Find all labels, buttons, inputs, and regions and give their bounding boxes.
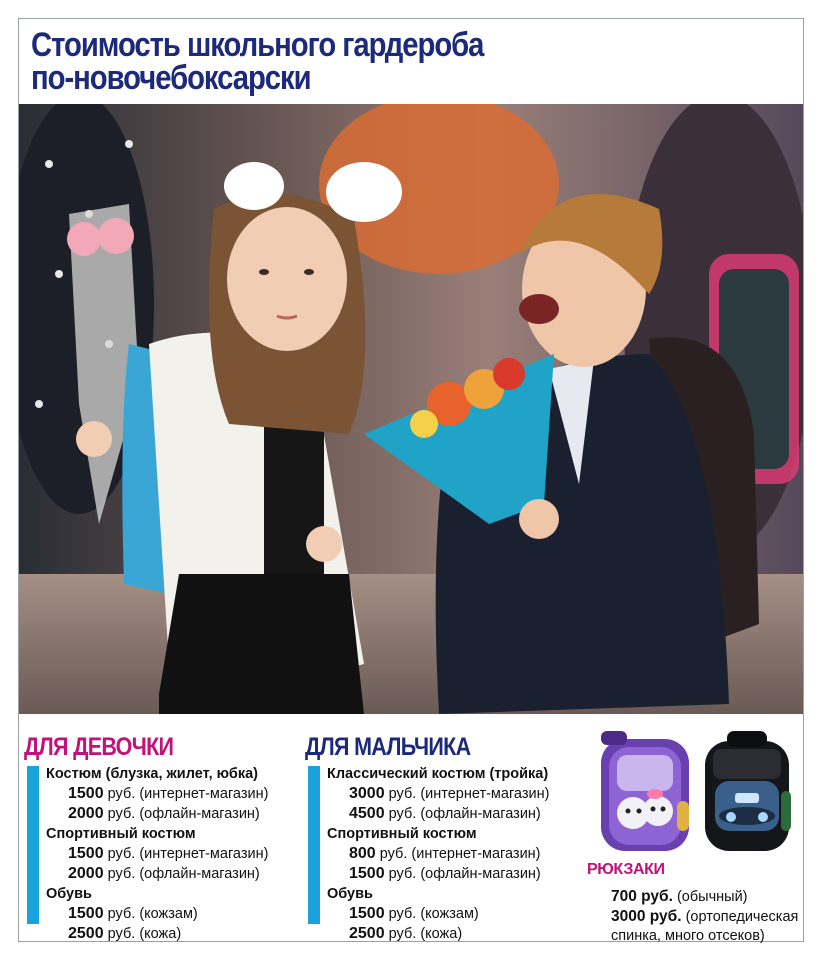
girl-accent-bar — [27, 766, 39, 924]
price-note: (кожа) — [420, 926, 463, 942]
price-note: (офлайн-магазин) — [139, 866, 260, 882]
price-amount: 2500 — [349, 925, 385, 942]
price-unit: руб. — [388, 806, 417, 822]
price-line — [327, 844, 585, 864]
price-note: (офлайн-магазин) — [420, 806, 541, 822]
infographic-frame — [18, 18, 804, 942]
boy-title: ДЛЯ МАЛЬЧИКА — [305, 733, 471, 761]
price-unit: руб. — [107, 906, 136, 922]
backpacks-block — [585, 731, 801, 944]
price-amount: 800 — [349, 845, 376, 862]
price-amount: 1500 — [68, 785, 104, 802]
price-note: (кожа) — [139, 926, 182, 942]
price-note: (обычный) — [676, 889, 748, 905]
price-line — [46, 784, 304, 804]
price-amount: 1500 — [68, 845, 104, 862]
price-unit: руб. — [107, 926, 136, 942]
girl-category: Обувь — [46, 886, 92, 902]
price-note: (интернет-магазин) — [411, 846, 541, 862]
girl-category: Костюм (блузка, жилет, юбка) — [46, 766, 258, 782]
girl-title: ДЛЯ ДЕВОЧКИ — [24, 733, 174, 761]
price-amount: 3000 — [349, 785, 385, 802]
price-amount: 2000 — [68, 865, 104, 882]
boy-category: Классический костюм (тройка) — [327, 766, 549, 782]
girl-category: Спортивный костюм — [46, 826, 196, 842]
price-amount: 1500 — [349, 865, 385, 882]
schoolchildren-photo — [19, 104, 803, 714]
price-unit: руб. — [107, 846, 136, 862]
price-line — [327, 804, 585, 824]
price-amount: 1500 — [68, 905, 104, 922]
price-amount: 4500 — [349, 805, 385, 822]
price-line — [46, 804, 304, 824]
headline-line-1: Стоимость школьного гардероба — [31, 26, 484, 64]
backpacks-title: РЮКЗАКИ — [587, 861, 665, 878]
price-line — [327, 924, 585, 944]
price-unit: руб. — [107, 866, 136, 882]
backpack-price-line — [611, 887, 748, 907]
headline-line-2: по-новочебоксарски — [31, 59, 311, 97]
headline — [31, 26, 484, 97]
price-note: (кожзам) — [420, 906, 479, 922]
price-line — [46, 844, 304, 864]
price-line — [327, 784, 585, 804]
price-line — [327, 864, 585, 884]
price-unit: руб. — [388, 926, 417, 942]
boy-column — [305, 733, 585, 944]
price-note: (интернет-магазин) — [420, 786, 550, 802]
price-amount: 1500 — [349, 905, 385, 922]
price-note: (офлайн-магазин) — [139, 806, 260, 822]
price-note: (офлайн-магазин) — [420, 866, 541, 882]
price-note: (кожзам) — [139, 906, 198, 922]
price-line — [327, 904, 585, 924]
price-amount: 2000 — [68, 805, 104, 822]
price-line — [46, 924, 304, 944]
price-unit: руб. — [388, 866, 417, 882]
price-line — [46, 904, 304, 924]
purple-backpack-image — [595, 731, 695, 856]
backpack-price-line — [611, 907, 811, 946]
price-unit: руб. — [388, 906, 417, 922]
girl-column — [24, 733, 304, 944]
price-amount: 700 руб. — [611, 888, 673, 905]
price-unit: руб. — [379, 846, 408, 862]
boy-price-list — [305, 764, 585, 944]
girl-price-list — [24, 764, 304, 944]
boy-category: Обувь — [327, 886, 373, 902]
price-unit: руб. — [388, 786, 417, 802]
price-amount: 3000 руб. — [611, 908, 682, 925]
price-unit: руб. — [107, 786, 136, 802]
price-unit: руб. — [107, 806, 136, 822]
price-note: (интернет-магазин) — [139, 786, 269, 802]
boy-accent-bar — [308, 766, 320, 924]
price-note: (ортопедическая спинка, много отсеков) — [611, 909, 799, 944]
price-amount: 2500 — [68, 925, 104, 942]
black-backpack-image — [697, 731, 797, 856]
photo-illustration — [19, 104, 803, 714]
price-line — [46, 864, 304, 884]
price-note: (интернет-магазин) — [139, 846, 269, 862]
boy-category: Спортивный костюм — [327, 826, 477, 842]
